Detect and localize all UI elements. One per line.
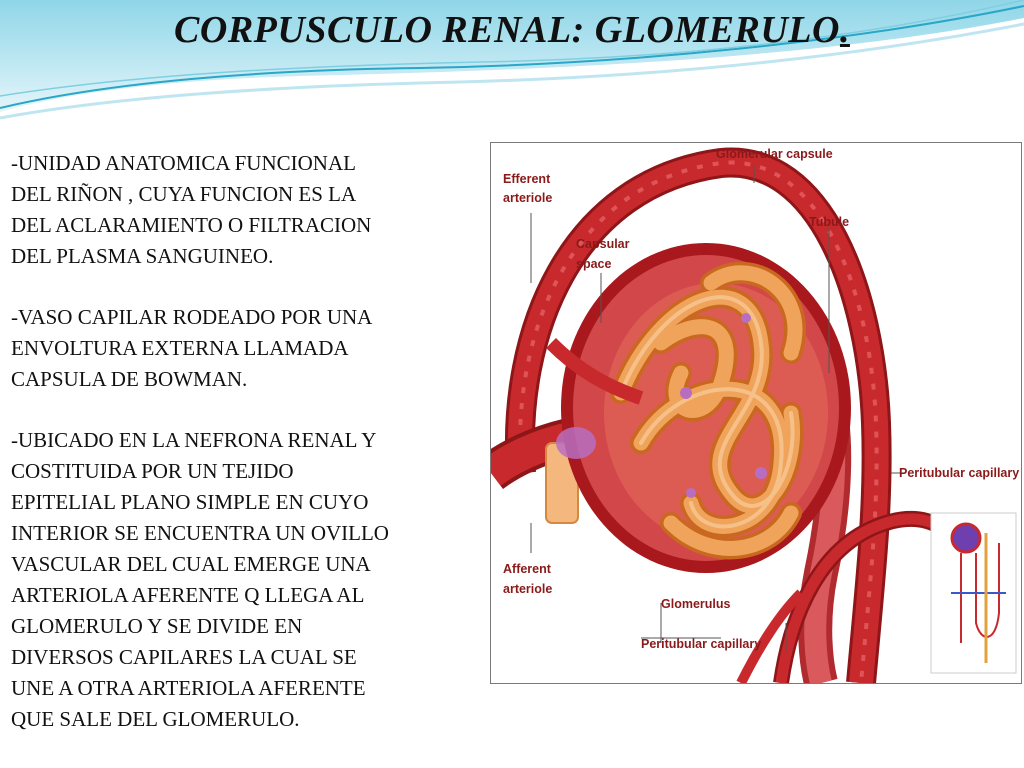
juxtaglomerular-cells <box>556 427 596 459</box>
label-peritubular-right: Peritubular capillary <box>899 466 1020 480</box>
label-glomerular-capsule: Glomerular capsule <box>716 147 833 161</box>
label-glomerulus: Glomerulus <box>661 597 731 611</box>
label-tubule: Tubule <box>809 215 850 229</box>
slide-title-dot: . <box>839 9 850 51</box>
label-capsular-2: space <box>576 257 612 271</box>
label-efferent-2: arteriole <box>503 191 553 205</box>
glomerulus-diagram <box>491 143 1021 683</box>
paragraph-location: -UBICADO EN LA NEFRONA RENAL Y COSTITUIDA POR UN TEJIDO EPITELIAL PLANO SIMPLE EN CUYO INTERIOR SE ENCUENTRA UN OVILLO VASCULAR DEL CUAL EMERGE UNA ARTERIOLA AFERENTE Q LLEGA AL GLOMERULO Y SE DIVIDE EN DIVERSOS CAPILARES LA CUAL SE UNE A OTRA ARTERIOLA AFERENTE QUE SALE DEL GLOMERULO. <box>11 428 389 731</box>
label-peritubular-bottom: Peritubular capillary <box>641 637 762 651</box>
nephron-inset <box>931 513 1016 673</box>
label-capsular-1: Capsular <box>576 237 630 251</box>
label-afferent-2: arteriole <box>503 582 553 596</box>
label-afferent-1: Afferent <box>503 562 551 576</box>
slide-title <box>0 8 1024 52</box>
body-text <box>11 148 481 765</box>
paragraph-capillary: -VASO CAPILAR RODEADO POR UNA ENVOLTURA EXTERNA LLAMADA CAPSULA DE BOWMAN. <box>11 305 373 391</box>
paragraph-definition: -UNIDAD ANATOMICA FUNCIONAL DEL RIÑON , CUYA FUNCION ES LA DEL ACLARAMIENTO O FILTRACION DEL PLASMA SANGUINEO. <box>11 151 372 268</box>
glomerulus-illustration <box>490 142 1022 684</box>
slide-title-text: CORPUSCULO RENAL: GLOMERULO <box>174 9 840 51</box>
label-efferent-1: Efferent <box>503 172 551 186</box>
